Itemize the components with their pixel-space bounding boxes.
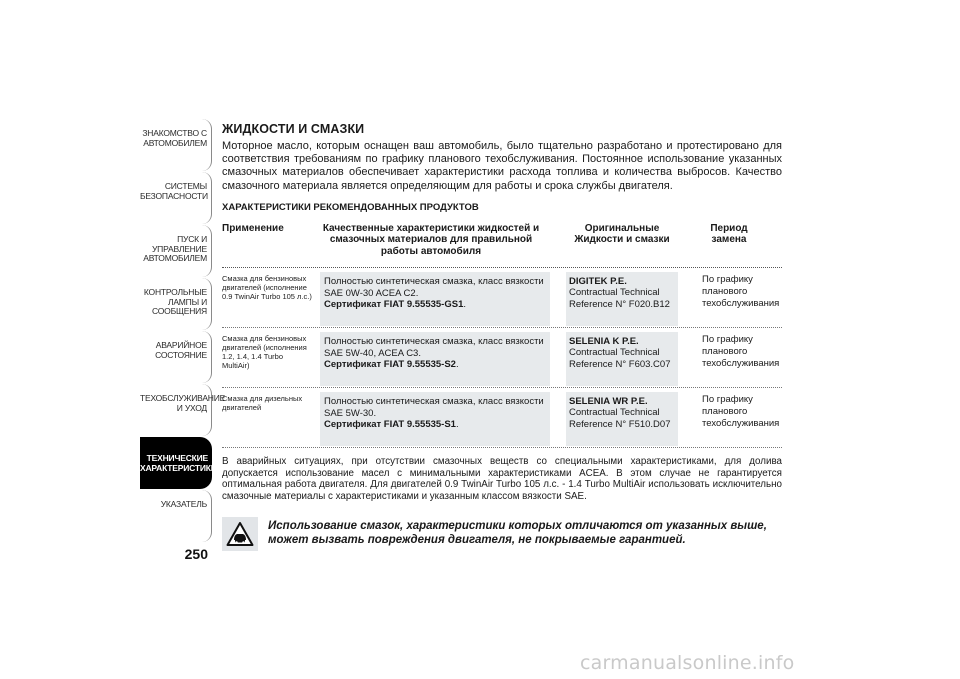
spec-certificate: Сертификат FIAT 9.55535-GS1 <box>324 299 464 311</box>
section-subtitle: ХАРАКТЕРИСТИКИ РЕКОМЕНДОВАННЫХ ПРОДУКТОВ <box>222 201 479 213</box>
cell-period: По графику планового техобслуживания <box>702 393 780 429</box>
nav-tab-label: АВАРИЙНОЕ СОСТОЯНИЕ <box>155 340 207 360</box>
nav-tab-label: ТЕХНИЧЕСКИЕ ХАРАКТЕРИСТИКИ <box>140 453 217 473</box>
spec-cert-period: . <box>463 299 466 311</box>
nav-tab-index[interactable] <box>140 490 212 542</box>
nav-tab-label: ТЕХОБСЛУЖИВАНИЕ И УХОД <box>140 393 226 413</box>
spec-text: Полностью синтетическая смазка, класс вязкости SAE 5W-40, ACEA C3. <box>324 335 544 359</box>
nav-tab-starting[interactable] <box>140 225 212 277</box>
nav-tab-label: СИСТЕМЫ БЕЗОПАСНОСТИ <box>140 181 208 201</box>
site-watermark: carmanualsonline.info <box>580 652 795 674</box>
cell-application: Смазка для бензиновых двигателей (исполнения 1.2, 1.4, 1.4 Turbo MultiAir) <box>222 333 307 371</box>
original-product-name: DIGITEK P.E. <box>569 275 627 287</box>
cell-period: По графику планового техобслуживания <box>702 333 780 369</box>
cell-spec <box>320 392 550 446</box>
spec-text: Полностью синтетическая смазка, класс вязкости SAE 0W-30 ACEA C2. <box>324 275 544 299</box>
cell-spec <box>320 332 550 386</box>
nav-tab-label: ЗНАКОМСТВО С АВТОМОБИЛЕМ <box>142 128 207 148</box>
header-application: Применение <box>222 222 284 234</box>
nav-tab-warning-lights[interactable] <box>140 278 212 330</box>
header-original: Оригинальные Жидкости и смазки <box>574 222 670 246</box>
header-period: Период замена <box>710 222 748 246</box>
spec-cert-period: . <box>455 419 459 431</box>
original-ref-line2: Reference N° F020.B12 <box>569 298 670 310</box>
cell-original <box>566 332 678 386</box>
nav-tab-emergency[interactable] <box>140 331 212 383</box>
chapter-sidebar <box>140 119 226 543</box>
table-header <box>222 220 782 268</box>
nav-tab-maintenance[interactable] <box>140 384 226 436</box>
nav-tab-label: КОНТРОЛЬНЫЕ ЛАМПЫ И СООБЩЕНИЯ <box>143 287 207 316</box>
spec-cert-period: . <box>455 359 459 371</box>
original-ref-line2: Reference N° F603.C07 <box>569 358 671 370</box>
cell-application: Смазка для дизельных двигателей <box>222 393 303 413</box>
main-content <box>222 122 782 561</box>
table-row <box>222 268 782 328</box>
emergency-note: В аварийных ситуациях, при отсутствии смазочных веществ со специальными характеристиками, для долива допускается использование масел с минимальными характеристиками ACEA. В этом случае не гарантируется оптимальная работа двигателя. Для двигателей 0.9 TwinAir Turbo 105 л.с. - 1.4 Turbo MultiAir использовать исключительно смазочные материалы с характеристиками и указанным классом вязкости SAE. <box>222 455 782 502</box>
table-row <box>222 328 782 388</box>
cell-application: Смазка для бензиновых двигателей (исполнение 0.9 TwinAir Turbo 105 л.с.) <box>222 273 312 302</box>
spec-certificate: Сертификат FIAT 9.55535-S1 <box>324 419 456 431</box>
warning-text: Использование смазок, характеристики которых отличаются от указанных выше, может вызвать повреждения двигателя, не покрываемые гарантией. <box>268 519 767 546</box>
original-product-name: SELENIA K P.E. <box>569 335 639 347</box>
warning-box <box>222 517 782 561</box>
cell-spec <box>320 272 550 326</box>
page-number: 250 <box>184 546 208 562</box>
original-ref-line1: Contractual Technical <box>569 347 660 359</box>
nav-tab-safety[interactable] <box>140 172 212 224</box>
cell-period: По графику планового техобслуживания <box>702 273 780 309</box>
intro-paragraph: Моторное масло, которым оснащен ваш автомобиль, было тщательно разработано и протестировано для соответствия требованиям по графику планового техобслуживания. Постоянное использование указанных смазочных материалов обеспечивает характеристики расхода топлива и количества выбросов. Качество смазочного материала является определяющим для работы и срока службы двигателя. <box>222 140 782 192</box>
nav-tab-label: УКАЗАТЕЛЬ <box>160 499 207 509</box>
cell-original <box>566 392 678 446</box>
spec-certificate: Сертификат FIAT 9.55535-S2 <box>324 359 456 371</box>
original-ref-line1: Contractual Technical <box>569 287 660 299</box>
original-ref-line1: Contractual Technical <box>569 407 660 419</box>
warning-triangle-icon <box>222 517 258 551</box>
page-title: ЖИДКОСТИ И СМАЗКИ <box>222 122 365 136</box>
original-ref-line2: Reference N° F510.D07 <box>569 418 671 430</box>
spec-text: Полностью синтетическая смазка, класс вязкости SAE 5W-30. <box>324 395 544 419</box>
table-row <box>222 388 782 448</box>
header-spec: Качественные характеристики жидкостей и смазочных материалов для правильной работы автомобиля <box>322 222 540 257</box>
nav-tab-intro[interactable] <box>140 119 212 171</box>
original-product-name: SELENIA WR P.E. <box>569 395 648 407</box>
cell-original <box>566 272 678 326</box>
nav-tab-label: ПУСК И УПРАВЛЕНИЕ АВТОМОБИЛЕМ <box>143 234 207 263</box>
nav-tab-technical-specs[interactable] <box>140 437 217 489</box>
